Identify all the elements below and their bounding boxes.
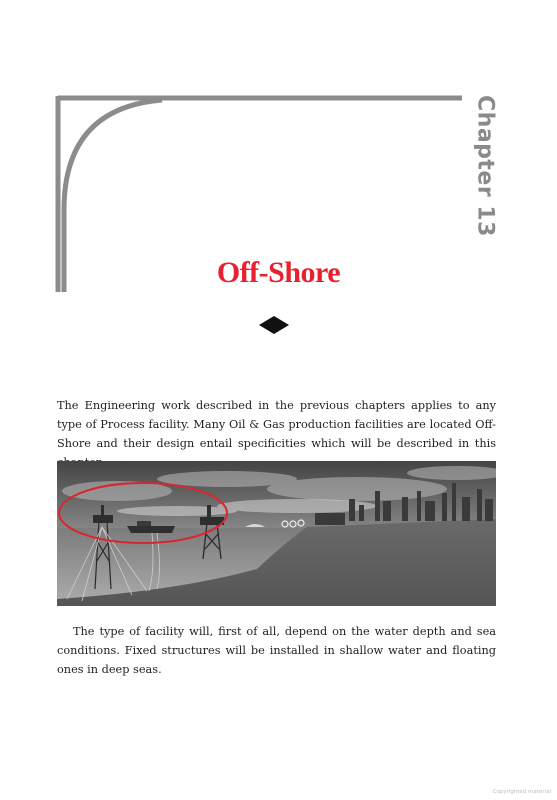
chapter-number-label xyxy=(455,96,515,236)
body-paragraph: The type of facility will, first of all, depend on the water depth and sea conditions. Fixed structures will be installed in shallow water and floating ones in deep seas. xyxy=(57,625,496,676)
copyright-notice: Copyrighted material xyxy=(492,789,551,795)
offshore-facilities-illustration xyxy=(57,461,496,606)
intro-paragraph: The Engineering work described in the previous chapters applies to any type of Process facility. Many Oil & Gas production facilities are located Off-Shore and their design entail specificities which will be described in this xyxy=(57,399,496,450)
chapter-number-text: Chapter 13 xyxy=(472,95,498,237)
chapter-title: Off-Shore xyxy=(216,256,341,289)
diamond-ornament-icon xyxy=(259,316,289,334)
